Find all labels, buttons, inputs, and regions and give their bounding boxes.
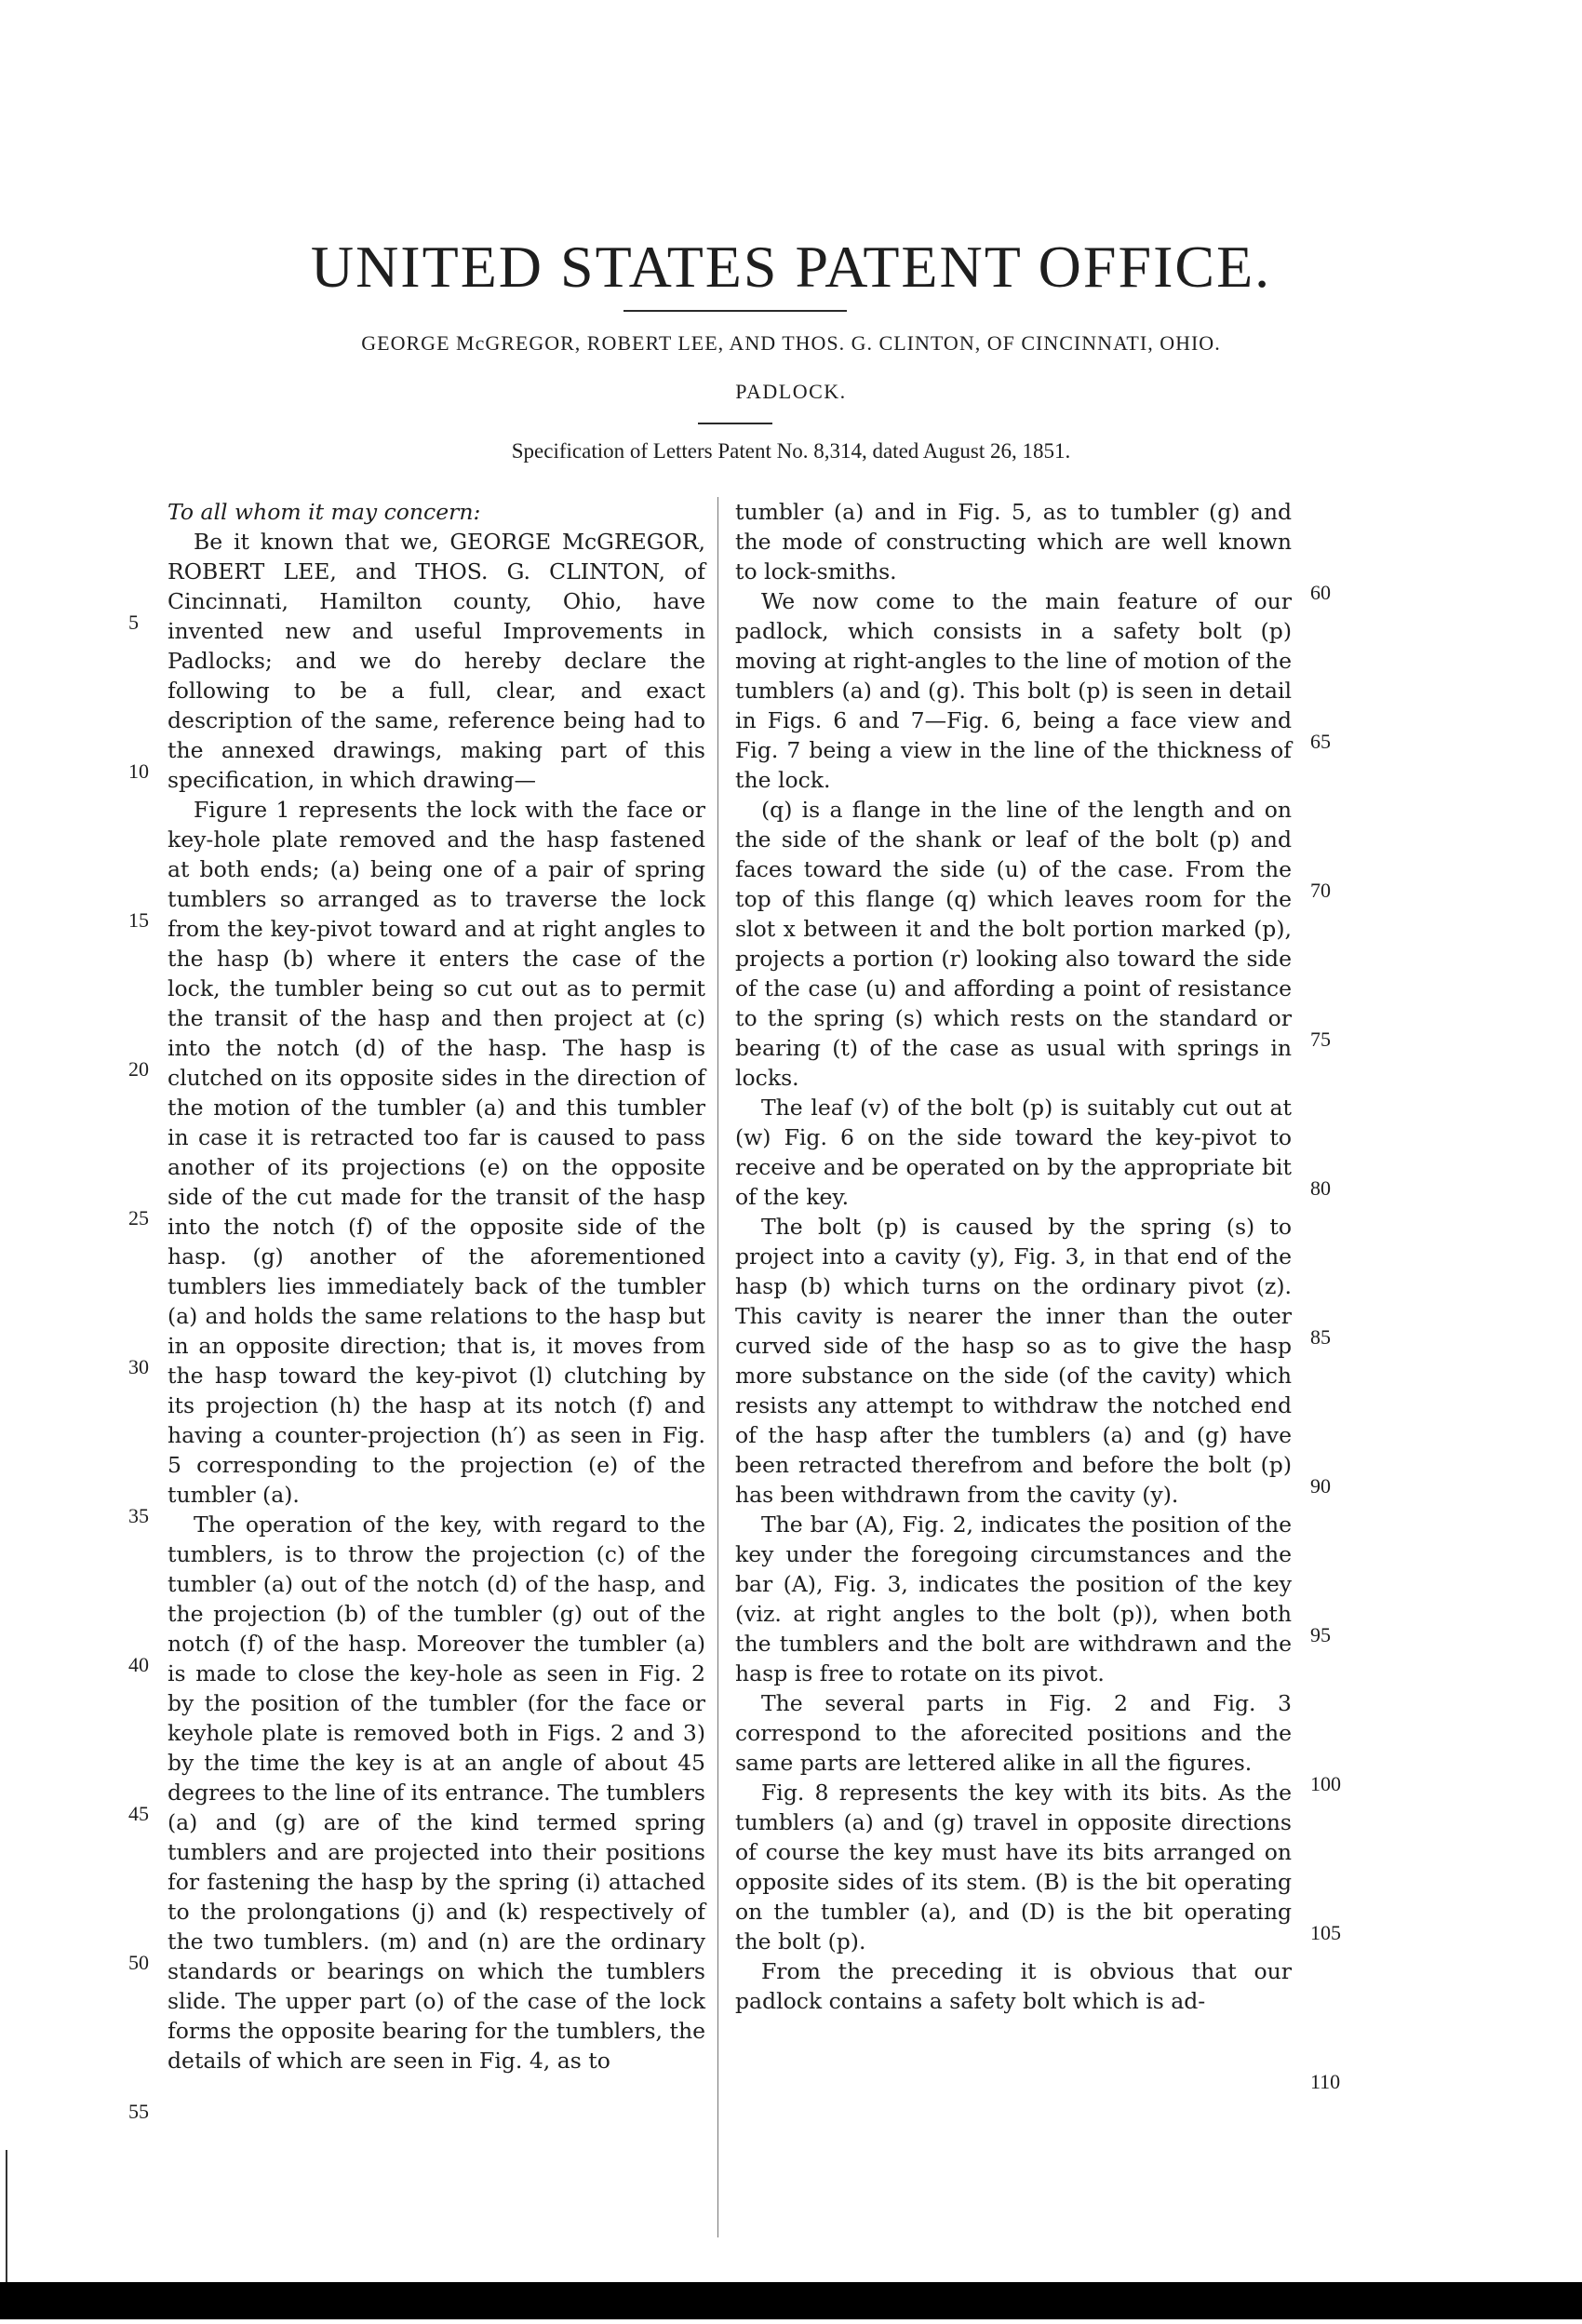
paragraph: The several parts in Fig. 2 and Fig. 3 correspond to the aforecited positions and the same parts are lettered alike in all the figures. (735, 1690, 1292, 1776)
scan-bottom-bar (0, 2282, 1582, 2319)
inventors-line: GEORGE McGREGOR, ROBERT LEE, AND THOS. G. CLINTON, OF CINCINNATI, OHIO. (361, 331, 1221, 355)
line-number: 20 (128, 1057, 149, 1081)
line-number: 30 (128, 1355, 149, 1378)
line-number: 110 (1310, 2070, 1341, 2093)
paragraph: Figure 1 represents the lock with the face or key-hole plate removed and the hasp fastened at both ends; (a) being one of a pair of spring tumblers so arranged as to traverse the lock from the key-pivot toward and at right angles to the hasp (b) where it enters the case of the lock, the tumbler being so cut out as to permit the transit of the hasp and then project at (c) into the notch (d) of the hasp. The hasp is clutched on its opposite sides in the direction of the motion of the tumbler (a) and this tumbler in case it is retracted too far is caused to pass another of its projections (e) on the opposite side of the cut made for the transit of the hasp into the notch (f) of the opposite side of the hasp. (g) another of the aforementioned tumblers lies immediately back of the tumbler (a) and holds the same relations to the hasp but in an opposite direction; that is, it moves from the hasp toward the key-pivot (l) clutching by its projection (h) the hasp at its notch (f) and having a counter-projection (h′) as seen in Fig. 5 corresponding to the projection (e) of the tumbler (a). (168, 797, 705, 1508)
line-number: 85 (1310, 1325, 1331, 1349)
paragraph: The bar (A), Fig. 2, indicates the position of the key under the foregoing circumstances and the bar (A), Fig. 3, indicates the position of the key (viz. at right angles to the bolt (p)), when both the tumblers and the bolt are withdrawn and the hasp is free to rotate on its pivot. (735, 1511, 1292, 1686)
paragraph: The bolt (p) is caused by the spring (s) to project into a cavity (y), Fig. 3, in that end of the hasp (b) which turns on the ordinary pivot (z). This cavity is nearer the inner than the outer curved side of the hasp so as to give the hasp more substance on the side (of the cavity) which resists any attempt to withdraw the notched end of the hasp after the tumblers (a) and (g) have been retracted therefrom and before the bolt (p) has been withdrawn from the cavity (y). (735, 1214, 1292, 1508)
invention-rule (698, 423, 772, 424)
title-rule (623, 310, 847, 312)
paragraph: From the preceding it is obvious that our padlock contains a safety bolt which is ad- (735, 1958, 1292, 2014)
column-divider (717, 497, 718, 2237)
invention-title: PADLOCK. (735, 380, 847, 403)
office-title: UNITED STATES PATENT OFFICE. (310, 234, 1272, 300)
line-number: 60 (1310, 581, 1331, 604)
paragraph: We now come to the main feature of our padlock, which consists in a safety bolt (p) moving at right-angles to the line of motion of the tumblers (a) and (g). This bolt (p) is seen in detail in Figs. 6 and 7—Fig. 6, being a face view and Fig. 7 being a view in the line of the thickness of the lock. (735, 588, 1292, 793)
line-number: 25 (128, 1206, 149, 1229)
line-number: 5 (128, 611, 139, 634)
paragraph: (q) is a flange in the line of the length and on the side of the shank or leaf of the bolt (p) and faces toward the side (u) of the case. From the top of this flange (q) which leaves room for the slot x between it and the bolt portion marked (p), projects a portion (r) looking also toward the side of the case (u) and affording a point of resistance to the spring (s) which rests on the standard or bearing (t) of the case as usual with springs in locks. (735, 797, 1292, 1091)
line-number: 90 (1310, 1474, 1331, 1498)
line-number: 10 (128, 759, 149, 783)
paragraph: Be it known that we, GEORGE McGREGOR, ROBERT LEE, and THOS. G. CLINTON, of Cincinnati, Hamilton county, Ohio, have invented new and useful Improvements in Padlocks; and we do hereby declare the following to be a full, clear, and exact description of the same, reference being had to the annexed drawings, making part of this specification, in which drawing— (168, 529, 705, 793)
left-column (168, 497, 705, 2075)
line-number: 95 (1310, 1623, 1331, 1646)
paragraph: The leaf (v) of the bolt (p) is suitably cut out at (w) Fig. 6 on the side toward the key-pivot to receive and be operated on by the appropriate bit of the key. (735, 1095, 1292, 1210)
line-number: 45 (128, 1802, 149, 1825)
line-number: 50 (128, 1951, 149, 1974)
line-number: 75 (1310, 1028, 1331, 1051)
paragraph: Fig. 8 represents the key with its bits. As the tumblers (a) and (g) travel in opposite directions of course the key must have its bits arranged on opposite sides of its stem. (B) is the bit operating on the tumbler (a), and (D) is the bit operating the bolt (p). (735, 1780, 1292, 1955)
line-number: 70 (1310, 879, 1331, 902)
line-number: 105 (1310, 1921, 1341, 1944)
salutation: To all whom it may concern: (168, 499, 481, 525)
specification-line: Specification of Letters Patent No. 8,314, dated August 26, 1851. (511, 439, 1071, 463)
line-number: 55 (128, 2100, 149, 2123)
line-number: 40 (128, 1653, 149, 1676)
paragraph: tumbler (a) and in Fig. 5, as to tumbler (g) and the mode of constructing which are well known to lock-smiths. (735, 499, 1292, 584)
paragraph: The operation of the key, with regard to the tumblers, is to throw the projection (c) of the tumbler (a) out of the notch (d) of the hasp, and the projection (b) of the tumbler (g) out of the notch (f) of the hasp. Moreover the tumbler (a) is made to close the key-hole as seen in Fig. 2 by the position of the tumbler (for the face or keyhole plate is removed both in Figs. 2 and 3) by the time the key is at an angle of about 45 degrees to the line of its entrance. The tumblers (a) and (g) are of the kind termed spring tumblers and are projected into their positions for fastening the hasp by the spring (i) attached to the prolongations (j) and (k) respectively of the two tumblers. (m) and (n) are the ordinary standards or bearings on which the tumblers slide. The upper part (o) of the case of the lock forms the opposite bearing for the tumblers, the details of which are seen in Fig. 4, as to (168, 1511, 705, 2074)
right-column (735, 497, 1292, 2016)
line-number: 15 (128, 908, 149, 932)
line-number: 65 (1310, 730, 1331, 753)
line-number: 35 (128, 1504, 149, 1527)
line-number: 80 (1310, 1176, 1331, 1200)
line-number: 100 (1310, 1772, 1341, 1795)
